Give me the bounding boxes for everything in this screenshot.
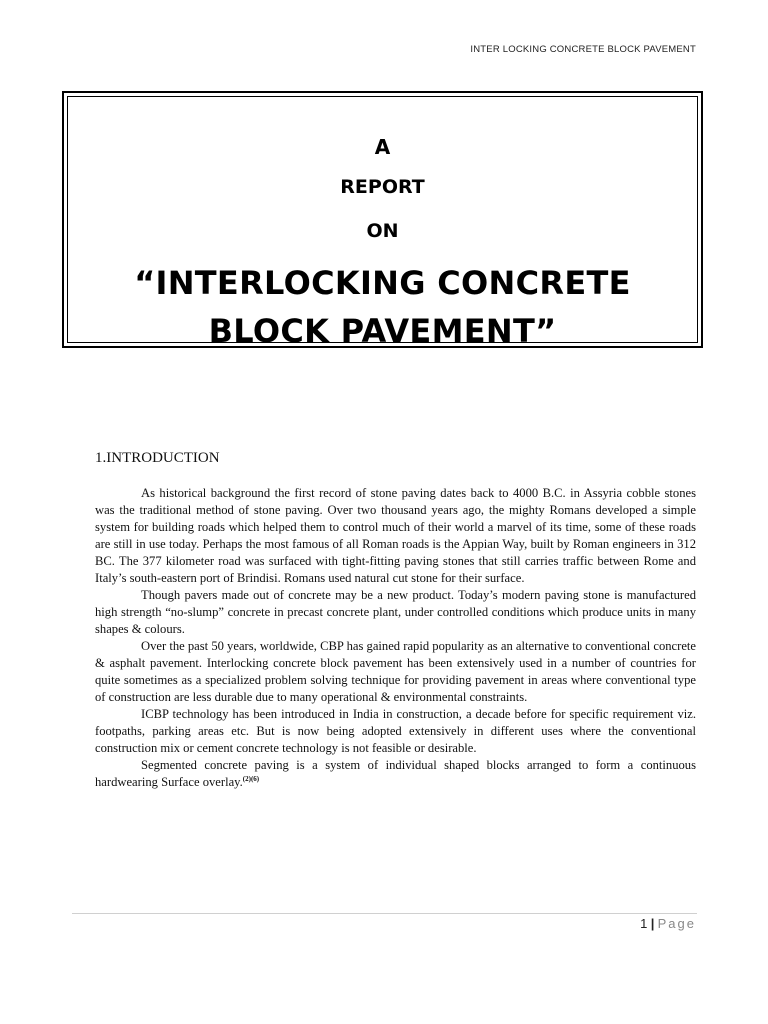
section-heading: 1.INTRODUCTION: [95, 450, 220, 466]
introduction-body: [95, 485, 696, 791]
page-number: 1: [640, 916, 648, 931]
report-title-line-1: “INTERLOCKING CONCRETE: [134, 264, 631, 302]
paragraph: [95, 638, 696, 706]
paragraph-text: Though pavers made out of concrete may be a new product. Today’s modern paving stone is manufactured high strength “no-slump” concrete in precast concrete plant, under controlled conditions which produce units in many shapes & colours.: [95, 588, 696, 636]
running-header: INTER LOCKING CONCRETE BLOCK PAVEMENT: [470, 44, 696, 55]
paragraph-text: As historical background the first record of stone paving dates back to 4000 B.C. in Assyria cobble stones was the traditional method of stone paving. Over two thousand years ago, the mighty Romans developed a simple system for building roads which helped them to control much of their world a marvel of its time, some of these roads are still in use today. Perhaps the most famous of all Roman roads is the Appian Way, built by Roman engineers in 312 BC. The 377 kilometer road was surfaced with tight-fitting paving stones that still carries traffic between Rome and Italy’s south-eastern port of Brindisi. Romans used natural cut stone for their surface.: [95, 486, 696, 585]
paragraph: [95, 757, 696, 791]
page-footer: [640, 916, 696, 931]
footer-separator: |: [650, 916, 655, 931]
paragraph: [95, 706, 696, 757]
title-line-report: REPORT: [340, 176, 425, 198]
report-title: [68, 259, 697, 355]
page-label: Page: [657, 916, 696, 931]
paragraph-text: Over the past 50 years, worldwide, CBP has gained rapid popularity as an alternative to conventional concrete & asphalt pavement. Interlocking concrete block pavement has been extensively used in a number of countries for quite sometimes as a specialized problem solving technique for providing pavement in areas where conventional type of construction are less durable due to many operational & environmental constraints.: [95, 639, 696, 704]
footer-divider: [72, 913, 697, 914]
report-title-line-2: BLOCK PAVEMENT”: [208, 312, 557, 350]
paragraph-text: Segmented concrete paving is a system of individual shaped blocks arranged to form a continuous hardwearing Surface overlay.: [95, 758, 696, 789]
title-box-inner: [67, 96, 698, 350]
paragraph-text: ICBP technology has been introduced in India in construction, a decade before for specific requirement viz. footpaths, parking areas etc. But is now being adopted extensively in different uses where the conventional construction mix or cement concrete technology is not feasible or desirable.: [95, 707, 696, 755]
paragraph: [95, 485, 696, 587]
title-line-on: ON: [366, 220, 399, 242]
citation-reference: (2)(6): [242, 775, 260, 783]
title-box: [62, 91, 703, 348]
paragraph: [95, 587, 696, 638]
title-line-a: A: [374, 135, 391, 159]
